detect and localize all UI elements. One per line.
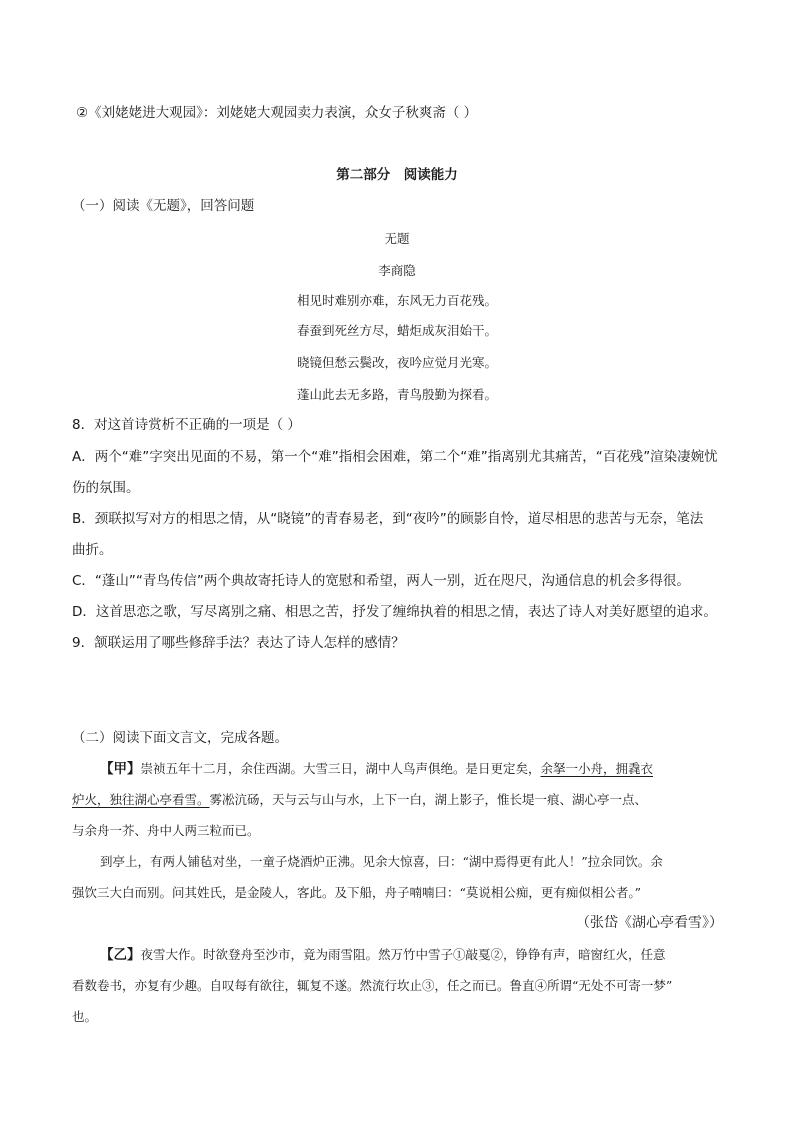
jia-underlined-sentence-part2: 炉火，独往湖心亭看雪。 — [72, 792, 210, 807]
jia-source: （张岱《湖心亭看雪》） — [576, 915, 723, 931]
q8-option-a-line1: A．两个“难”字突出见面的不易，第一个“难”指相会困难，第二个“难”指离别尤其痛苦，“百花残”渲染凄婉忧 — [72, 449, 718, 465]
yi-tag: 【乙】 — [100, 947, 141, 963]
question-7-item-2: ②《刘姥姥进大观园》：刘姥姥大观园卖力表演，众女子秋爽斋（ ） — [76, 105, 478, 121]
part2-heading: （二）阅读下面文言文，完成各题。 — [72, 730, 288, 746]
section-title: 第二部分 阅读能力 — [336, 167, 458, 183]
question-9: 9．颔联运用了哪些修辞手法？表达了诗人怎样的感情？ — [72, 635, 405, 651]
jia-line-1 — [100, 760, 653, 778]
jia-line-5: 强饮三大白而别。问其姓氏，是金陵人，客此。及下船，舟子喃喃曰：“莫说相公痴，更有痴似相公者。” — [72, 885, 642, 900]
q8-option-b-line2: 曲折。 — [72, 542, 113, 558]
poem-line-2: 春蚕到死丝方尽，蜡炬成灰泪始干。 — [296, 323, 497, 338]
jia-line-3: 与余舟一芥、舟中人两三粒而已。 — [72, 823, 260, 838]
q8-option-c: C．“蓬山”“青鸟传信”两个典故寄托诗人的宽慰和希望，两人一别，近在咫尺，沟通信息的机会多得很。 — [72, 573, 690, 589]
jia-line-2-text: 雾凇沆砀，天与云与山与水，上下一白，湖上影子，惟长堤一痕、湖心亭一点、 — [209, 792, 648, 807]
question-8-stem: 8．对这首诗赏析不正确的一项是（ ） — [72, 417, 301, 433]
poem-author: 李商隐 — [378, 263, 416, 278]
poem-line-1: 相见时难别亦难，东风无力百花残。 — [296, 293, 497, 308]
poem-title: 无题 — [384, 231, 410, 246]
q8-option-b-line1: B．颈联拟写对方的相思之情，从“晓镜”的青春易老，到“夜吟”的顾影自怜，道尽相思的悲苦与无奈，笔法 — [72, 511, 704, 527]
jia-tag: 【甲】 — [100, 761, 141, 777]
yi-line-2: 看数卷书，亦复有少趣。自叹每有欲往，辄复不遂。然流行坎止③，任之而已。鲁直④所谓“无处不可寄一梦” — [72, 978, 673, 993]
jia-line-2 — [72, 791, 647, 809]
yi-line-3: 也。 — [72, 1009, 98, 1024]
poem-line-3: 晓镜但愁云鬓改，夜吟应觉月光寒。 — [296, 355, 497, 370]
q8-option-d: D．这首思恋之歌，写尽离别之痛、相思之苦，抒发了缠绵执着的相思之情，表达了诗人对美好愿望的追求。 — [72, 604, 717, 620]
q8-option-a-line2: 伤的氛围。 — [72, 480, 140, 496]
yi-line-1 — [100, 946, 666, 964]
poem-line-4: 蓬山此去无多路，青鸟殷勤为探看。 — [296, 387, 497, 402]
jia-line-1-text: 崇祯五年十二月，余住西湖。大雪三日，湖中人鸟声俱绝。是日更定矣， — [140, 761, 541, 776]
yi-line-1-text: 夜雪大作。时欲登舟至沙市，竟为雨雪阻。然万竹中雪子①敲戛②，铮铮有声，暗窗红火，任意 — [140, 947, 666, 962]
part1-heading: （一）阅读《无题》，回答问题 — [72, 198, 255, 214]
jia-underlined-sentence-part1: 余拏一小舟，拥毳衣 — [540, 761, 654, 776]
jia-line-4: 到亭上，有两人铺毡对坐，一童子烧酒炉正沸。见余大惊喜，曰：“湖中焉得更有此人！”拉余同饮。余 — [100, 854, 663, 869]
